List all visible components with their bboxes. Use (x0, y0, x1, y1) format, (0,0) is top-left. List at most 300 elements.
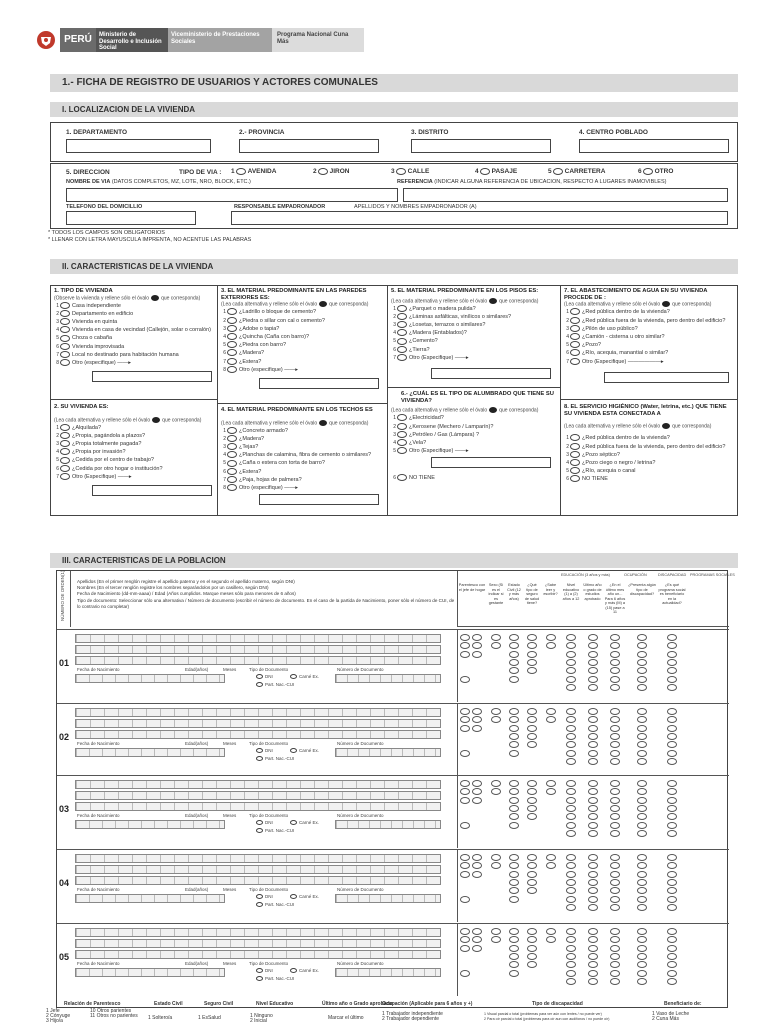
answer-circle[interactable] (566, 978, 576, 985)
answer-circle[interactable] (610, 961, 620, 968)
answer-circle[interactable] (546, 928, 556, 935)
answer-circle[interactable] (667, 741, 677, 748)
answer-circle[interactable] (566, 676, 576, 683)
answer-circle[interactable] (667, 733, 677, 740)
document-number-field[interactable] (335, 820, 441, 829)
answer-circle[interactable] (637, 750, 647, 757)
q8-option[interactable]: 3 ¿Pozo séptico? (566, 451, 620, 458)
q5-option[interactable]: 1 ¿Parquet o madera pulida? (393, 305, 476, 312)
answer-circle[interactable] (637, 936, 647, 943)
answer-circle[interactable] (527, 716, 537, 723)
answer-circle[interactable] (667, 725, 677, 732)
q3-option[interactable]: 1 ¿Ladrillo o bloque de cemento? (223, 309, 317, 316)
answer-circle[interactable] (566, 961, 576, 968)
answer-circle[interactable] (460, 797, 470, 804)
q1-option[interactable]: 6 Vivienda improvisada (56, 343, 125, 350)
answer-circle[interactable] (472, 725, 482, 732)
via-option-5[interactable]: 5 CARRETERA (548, 168, 606, 176)
answer-circle[interactable] (460, 862, 470, 869)
answer-circle[interactable] (588, 659, 598, 666)
answer-circle[interactable] (509, 780, 519, 787)
q1-option[interactable]: 4 Vivienda en casa de vecindad (Callejón, solar o corralón) (56, 327, 212, 334)
answer-circle[interactable] (509, 896, 519, 903)
answer-circle[interactable] (491, 788, 501, 795)
answer-circle[interactable] (527, 642, 537, 649)
answer-circle[interactable] (610, 651, 620, 658)
answer-circle[interactable] (509, 961, 519, 968)
answer-circle[interactable] (509, 659, 519, 666)
answer-circle[interactable] (637, 788, 647, 795)
answer-circle[interactable] (566, 879, 576, 886)
answer-circle[interactable] (527, 805, 537, 812)
answer-circle[interactable] (637, 805, 647, 812)
answer-circle[interactable] (566, 634, 576, 641)
answer-circle[interactable] (566, 667, 576, 674)
answer-circle[interactable] (546, 788, 556, 795)
q6-other-field[interactable] (431, 457, 551, 468)
answer-circle[interactable] (527, 953, 537, 960)
answer-circle[interactable] (588, 676, 598, 683)
answer-circle[interactable] (588, 634, 598, 641)
answer-circle[interactable] (527, 887, 537, 894)
answer-circle[interactable] (637, 830, 647, 837)
answer-circle[interactable] (527, 780, 537, 787)
answer-circle[interactable] (610, 928, 620, 935)
answer-circle[interactable] (566, 904, 576, 911)
answer-circle[interactable] (588, 813, 598, 820)
answer-circle[interactable] (588, 887, 598, 894)
q4-option[interactable]: 5 ¿Caña o estera con torta de barro? (223, 460, 325, 467)
answer-circle[interactable] (637, 928, 647, 935)
answer-circle[interactable] (588, 741, 598, 748)
answer-circle[interactable] (667, 684, 677, 691)
provincia-field[interactable] (239, 139, 379, 153)
answer-circle[interactable] (637, 708, 647, 715)
answer-circle[interactable] (610, 741, 620, 748)
doc-type-option[interactable] (289, 820, 319, 825)
via-option-1[interactable]: 1 AVENIDA (231, 168, 277, 176)
answer-circle[interactable] (509, 642, 519, 649)
answer-circle[interactable] (527, 651, 537, 658)
answer-circle[interactable] (610, 716, 620, 723)
answer-circle[interactable] (509, 733, 519, 740)
answer-circle[interactable] (637, 741, 647, 748)
answer-circle[interactable] (637, 813, 647, 820)
q7-option[interactable]: 5 ¿Pozo? (566, 342, 601, 349)
answer-circle[interactable] (610, 887, 620, 894)
answer-circle[interactable] (460, 945, 470, 952)
answer-circle[interactable] (667, 659, 677, 666)
q6-option[interactable]: 3 ¿Petróleo / Gas (Lámpara) ? (393, 431, 480, 438)
answer-circle[interactable] (610, 676, 620, 683)
referencia-field[interactable] (403, 188, 728, 202)
answer-circle[interactable] (588, 758, 598, 765)
q8-option[interactable]: 2 ¿Red pública fuera de la vivienda, pero dentro del edificio? (566, 443, 726, 450)
answer-circle[interactable] (610, 953, 620, 960)
answer-circle[interactable] (509, 651, 519, 658)
nombre-via-field[interactable] (66, 188, 398, 202)
answer-circle[interactable] (667, 797, 677, 804)
answer-circle[interactable] (509, 788, 519, 795)
answer-circle[interactable] (667, 854, 677, 861)
answer-circle[interactable] (472, 862, 482, 869)
answer-circle[interactable] (588, 862, 598, 869)
name-letter-field[interactable] (75, 780, 441, 789)
q7-option[interactable]: 7 Otro (Especifique) ——————▸ (566, 358, 664, 365)
answer-circle[interactable] (610, 797, 620, 804)
answer-circle[interactable] (460, 871, 470, 878)
birthdate-field[interactable] (75, 674, 225, 683)
answer-circle[interactable] (566, 642, 576, 649)
answer-circle[interactable] (527, 945, 537, 952)
answer-circle[interactable] (566, 684, 576, 691)
answer-circle[interactable] (472, 716, 482, 723)
answer-circle[interactable] (610, 936, 620, 943)
q6-option[interactable]: 4 ¿Vela? (393, 439, 427, 446)
answer-circle[interactable] (566, 936, 576, 943)
answer-circle[interactable] (472, 936, 482, 943)
answer-circle[interactable] (509, 936, 519, 943)
answer-circle[interactable] (588, 780, 598, 787)
q8-option[interactable]: 6 NO TIENE (566, 476, 608, 483)
answer-circle[interactable] (460, 928, 470, 935)
answer-circle[interactable] (637, 953, 647, 960)
doc-type-option[interactable] (255, 820, 273, 825)
answer-circle[interactable] (610, 788, 620, 795)
answer-circle[interactable] (527, 797, 537, 804)
answer-circle[interactable] (509, 667, 519, 674)
answer-circle[interactable] (566, 788, 576, 795)
answer-circle[interactable] (546, 936, 556, 943)
answer-circle[interactable] (637, 733, 647, 740)
answer-circle[interactable] (460, 725, 470, 732)
q6-option[interactable]: 1 ¿Electricidad? (393, 415, 444, 422)
doc-type-option[interactable] (255, 902, 294, 907)
answer-circle[interactable] (460, 970, 470, 977)
answer-circle[interactable] (610, 978, 620, 985)
answer-circle[interactable] (566, 862, 576, 869)
answer-circle[interactable] (509, 725, 519, 732)
name-letter-field[interactable] (75, 791, 441, 800)
q2-option[interactable]: 7 Otro (Especifique) ——▸ (56, 473, 132, 480)
q2-option[interactable]: 5 ¿Cedida por el centro de trabajo? (56, 457, 154, 464)
q2-option[interactable]: 4 ¿Propia por invasión? (56, 449, 126, 456)
name-letter-field[interactable] (75, 928, 441, 937)
q1-option[interactable]: 7 Local no destinado para habitación humana (56, 351, 179, 358)
answer-circle[interactable] (566, 725, 576, 732)
name-letter-field[interactable] (75, 719, 441, 728)
answer-circle[interactable] (637, 676, 647, 683)
answer-circle[interactable] (667, 634, 677, 641)
answer-circle[interactable] (637, 780, 647, 787)
answer-circle[interactable] (588, 684, 598, 691)
answer-circle[interactable] (610, 758, 620, 765)
answer-circle[interactable] (527, 862, 537, 869)
answer-circle[interactable] (509, 862, 519, 869)
answer-circle[interactable] (566, 928, 576, 935)
answer-circle[interactable] (637, 758, 647, 765)
doc-type-option[interactable] (255, 976, 294, 981)
answer-circle[interactable] (667, 642, 677, 649)
answer-circle[interactable] (566, 651, 576, 658)
q5-option[interactable]: 3 ¿Losetas, terrazos o similares? (393, 322, 486, 329)
name-letter-field[interactable] (75, 708, 441, 717)
centro-field[interactable] (579, 139, 729, 153)
answer-circle[interactable] (527, 879, 537, 886)
q1-option[interactable]: 8 Otro (especifique) ——▸ (56, 360, 132, 367)
answer-circle[interactable] (588, 830, 598, 837)
answer-circle[interactable] (588, 797, 598, 804)
answer-circle[interactable] (610, 822, 620, 829)
answer-circle[interactable] (472, 871, 482, 878)
via-option-3[interactable]: 3 CALLE (391, 168, 430, 176)
answer-circle[interactable] (588, 970, 598, 977)
answer-circle[interactable] (610, 642, 620, 649)
birthdate-field[interactable] (75, 820, 225, 829)
answer-circle[interactable] (667, 945, 677, 952)
answer-circle[interactable] (588, 904, 598, 911)
answer-circle[interactable] (588, 822, 598, 829)
q7-option[interactable]: 2 ¿Red pública fuera de la vivienda, pero dentro del edificio? (566, 317, 726, 324)
answer-circle[interactable] (527, 733, 537, 740)
document-number-field[interactable] (335, 894, 441, 903)
doc-type-option[interactable] (255, 894, 273, 899)
q2-other-field[interactable] (92, 485, 212, 496)
answer-circle[interactable] (491, 862, 501, 869)
answer-circle[interactable] (637, 978, 647, 985)
answer-circle[interactable] (667, 667, 677, 674)
name-letter-field[interactable] (75, 656, 441, 665)
q7-option[interactable]: 3 ¿Pilón de uso público? (566, 325, 638, 332)
answer-circle[interactable] (667, 750, 677, 757)
answer-circle[interactable] (637, 822, 647, 829)
name-letter-field[interactable] (75, 950, 441, 959)
answer-circle[interactable] (667, 936, 677, 943)
answer-circle[interactable] (588, 716, 598, 723)
answer-circle[interactable] (588, 733, 598, 740)
answer-circle[interactable] (637, 667, 647, 674)
answer-circle[interactable] (509, 716, 519, 723)
q5-option[interactable]: 5 ¿Cemento? (393, 338, 438, 345)
answer-circle[interactable] (637, 887, 647, 894)
name-letter-field[interactable] (75, 865, 441, 874)
answer-circle[interactable] (509, 805, 519, 812)
q4-option[interactable]: 2 ¿Madera? (223, 435, 265, 442)
answer-circle[interactable] (546, 642, 556, 649)
answer-circle[interactable] (637, 659, 647, 666)
answer-circle[interactable] (637, 651, 647, 658)
answer-circle[interactable] (637, 871, 647, 878)
answer-circle[interactable] (610, 879, 620, 886)
q7-other-field[interactable] (604, 372, 729, 383)
answer-circle[interactable] (546, 854, 556, 861)
answer-circle[interactable] (667, 788, 677, 795)
answer-circle[interactable] (509, 634, 519, 641)
answer-circle[interactable] (667, 961, 677, 968)
q3-other-field[interactable] (259, 378, 379, 389)
answer-circle[interactable] (491, 634, 501, 641)
answer-circle[interactable] (588, 953, 598, 960)
doc-type-option[interactable] (289, 894, 319, 899)
answer-circle[interactable] (509, 879, 519, 886)
q7-option[interactable]: 4 ¿Camión - cisterna u otro similar? (566, 333, 665, 340)
answer-circle[interactable] (588, 854, 598, 861)
answer-circle[interactable] (588, 642, 598, 649)
answer-circle[interactable] (527, 708, 537, 715)
q4-option[interactable]: 4 ¿Planchas de calamina, fibra de cemento o similares? (223, 452, 372, 459)
document-number-field[interactable] (335, 748, 441, 757)
answer-circle[interactable] (610, 733, 620, 740)
answer-circle[interactable] (546, 716, 556, 723)
q7-option[interactable]: 6 ¿Río, acequia, manantial o similar? (566, 350, 669, 357)
answer-circle[interactable] (566, 953, 576, 960)
answer-circle[interactable] (667, 978, 677, 985)
answer-circle[interactable] (527, 936, 537, 943)
answer-circle[interactable] (527, 928, 537, 935)
answer-circle[interactable] (566, 780, 576, 787)
distrito-field[interactable] (411, 139, 551, 153)
answer-circle[interactable] (566, 733, 576, 740)
answer-circle[interactable] (546, 780, 556, 787)
answer-circle[interactable] (460, 634, 470, 641)
answer-circle[interactable] (566, 716, 576, 723)
answer-circle[interactable] (610, 708, 620, 715)
answer-circle[interactable] (637, 896, 647, 903)
q5-other-field[interactable] (431, 368, 551, 379)
answer-circle[interactable] (588, 945, 598, 952)
name-letter-field[interactable] (75, 645, 441, 654)
answer-circle[interactable] (610, 862, 620, 869)
answer-circle[interactable] (588, 750, 598, 757)
name-letter-field[interactable] (75, 854, 441, 863)
birthdate-field[interactable] (75, 748, 225, 757)
answer-circle[interactable] (491, 928, 501, 935)
answer-circle[interactable] (667, 896, 677, 903)
q1-option[interactable]: 1 Casa independiente (56, 302, 121, 309)
answer-circle[interactable] (460, 896, 470, 903)
answer-circle[interactable] (527, 741, 537, 748)
q2-option[interactable]: 2 ¿Propia, pagándola a plazos? (56, 432, 146, 439)
answer-circle[interactable] (491, 780, 501, 787)
answer-circle[interactable] (588, 978, 598, 985)
answer-circle[interactable] (588, 871, 598, 878)
answer-circle[interactable] (566, 871, 576, 878)
doc-type-option[interactable] (255, 682, 294, 687)
answer-circle[interactable] (588, 961, 598, 968)
q6-option[interactable]: 6 NO TIENE (393, 475, 435, 482)
answer-circle[interactable] (472, 945, 482, 952)
doc-type-option[interactable] (255, 828, 294, 833)
answer-circle[interactable] (527, 813, 537, 820)
answer-circle[interactable] (566, 887, 576, 894)
answer-circle[interactable] (491, 708, 501, 715)
answer-circle[interactable] (637, 945, 647, 952)
q2-option[interactable]: 3 ¿Propia totalmente pagada? (56, 441, 142, 448)
name-letter-field[interactable] (75, 730, 441, 739)
q4-option[interactable]: 6 ¿Estera? (223, 468, 262, 475)
answer-circle[interactable] (667, 813, 677, 820)
answer-circle[interactable] (588, 788, 598, 795)
q4-option[interactable]: 1 ¿Concreto armado? (223, 427, 288, 434)
answer-circle[interactable] (610, 830, 620, 837)
q3-option[interactable]: 3 ¿Adobe o tapia? (223, 325, 280, 332)
q8-option[interactable]: 5 ¿Río, acequia o canal (566, 468, 636, 475)
answer-circle[interactable] (667, 953, 677, 960)
answer-circle[interactable] (460, 822, 470, 829)
answer-circle[interactable] (460, 750, 470, 757)
document-number-field[interactable] (335, 674, 441, 683)
answer-circle[interactable] (588, 708, 598, 715)
answer-circle[interactable] (566, 708, 576, 715)
answer-circle[interactable] (637, 716, 647, 723)
answer-circle[interactable] (667, 676, 677, 683)
answer-circle[interactable] (566, 854, 576, 861)
q5-option[interactable]: 4 ¿Madera (Entablados)? (393, 330, 467, 337)
answer-circle[interactable] (566, 797, 576, 804)
departamento-field[interactable] (66, 139, 211, 153)
q4-other-field[interactable] (259, 494, 379, 505)
answer-circle[interactable] (546, 634, 556, 641)
answer-circle[interactable] (460, 788, 470, 795)
via-option-4[interactable]: 4 PASAJE (475, 168, 518, 176)
answer-circle[interactable] (509, 928, 519, 935)
answer-circle[interactable] (667, 928, 677, 935)
q3-option[interactable]: 6 ¿Madera? (223, 350, 265, 357)
answer-circle[interactable] (588, 667, 598, 674)
answer-circle[interactable] (460, 716, 470, 723)
answer-circle[interactable] (637, 879, 647, 886)
answer-circle[interactable] (610, 904, 620, 911)
answer-circle[interactable] (667, 871, 677, 878)
answer-circle[interactable] (509, 676, 519, 683)
answer-circle[interactable] (566, 813, 576, 820)
answer-circle[interactable] (491, 716, 501, 723)
answer-circle[interactable] (610, 805, 620, 812)
q1-other-field[interactable] (92, 371, 212, 382)
answer-circle[interactable] (509, 871, 519, 878)
answer-circle[interactable] (509, 822, 519, 829)
doc-type-option[interactable] (255, 674, 273, 679)
document-number-field[interactable] (335, 968, 441, 977)
answer-circle[interactable] (509, 945, 519, 952)
answer-circle[interactable] (527, 667, 537, 674)
q7-option[interactable]: 1 ¿Red pública dentro de la vivienda? (566, 309, 670, 316)
answer-circle[interactable] (566, 945, 576, 952)
answer-circle[interactable] (472, 634, 482, 641)
answer-circle[interactable] (460, 676, 470, 683)
answer-circle[interactable] (509, 854, 519, 861)
answer-circle[interactable] (472, 708, 482, 715)
answer-circle[interactable] (472, 797, 482, 804)
doc-type-option[interactable] (255, 756, 294, 761)
answer-circle[interactable] (588, 725, 598, 732)
answer-circle[interactable] (610, 871, 620, 878)
answer-circle[interactable] (637, 797, 647, 804)
answer-circle[interactable] (472, 928, 482, 935)
doc-type-option[interactable] (289, 748, 319, 753)
answer-circle[interactable] (588, 896, 598, 903)
name-letter-field[interactable] (75, 876, 441, 885)
q2-option[interactable]: 6 ¿Cedida por otro hogar o institución? (56, 465, 163, 472)
birthdate-field[interactable] (75, 968, 225, 977)
answer-circle[interactable] (588, 805, 598, 812)
answer-circle[interactable] (637, 961, 647, 968)
answer-circle[interactable] (610, 659, 620, 666)
answer-circle[interactable] (527, 725, 537, 732)
q6-option[interactable]: 5 Otro (Especifique) ——▸ (393, 448, 469, 455)
q4-option[interactable]: 7 ¿Paja, hojas de palmera? (223, 476, 302, 483)
answer-circle[interactable] (566, 896, 576, 903)
